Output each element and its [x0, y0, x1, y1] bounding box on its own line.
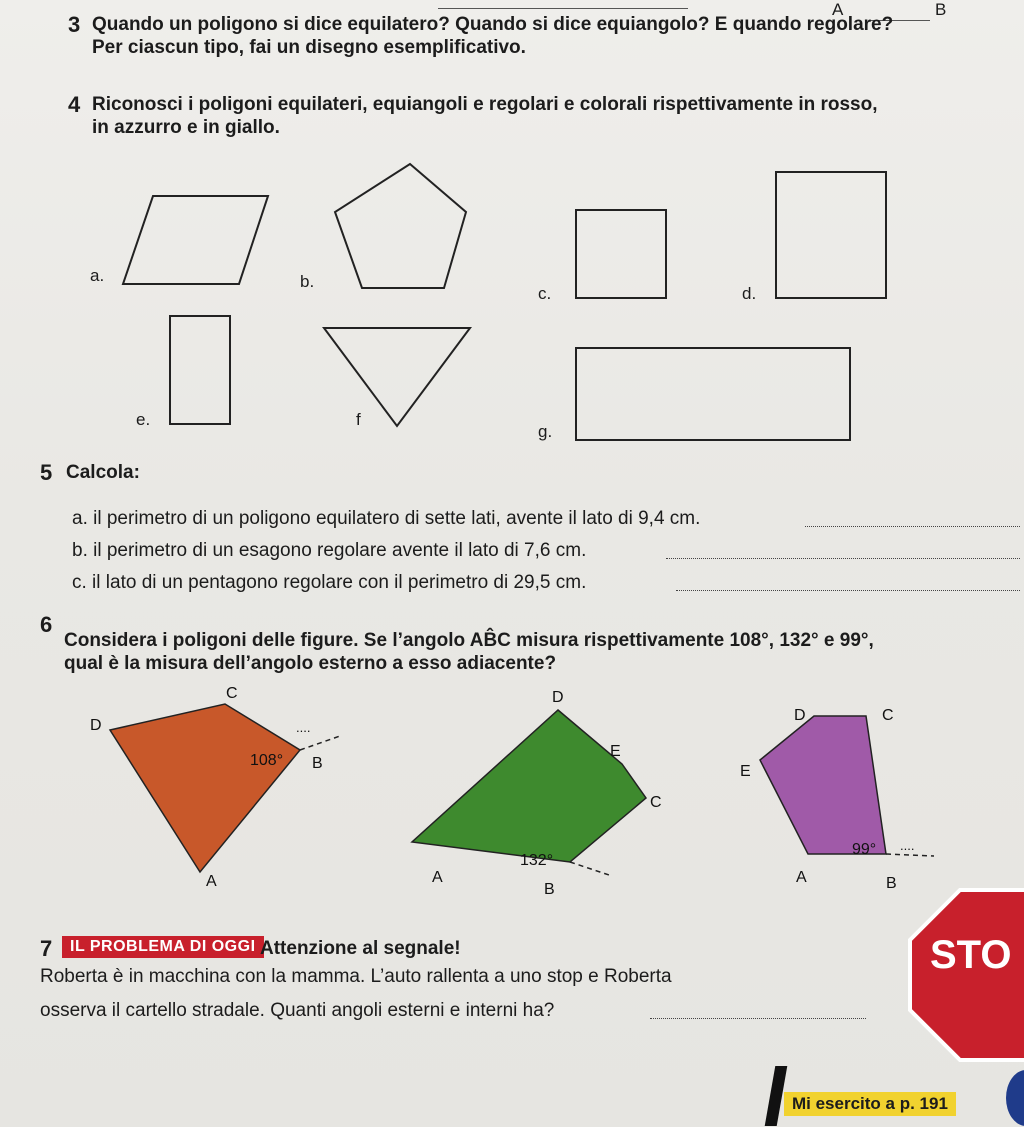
label-g: g. — [538, 422, 553, 441]
fig3-answer-blank[interactable]: .... — [900, 838, 915, 853]
label-a: a. — [90, 266, 105, 285]
fig1-quadrilateral — [110, 704, 300, 872]
fig1-vertex-d: D — [90, 717, 102, 734]
ex7-title: Attenzione al segnale! — [260, 938, 461, 959]
fig3-vertex-b: B — [886, 875, 897, 892]
polygon-b-pentagon — [335, 164, 466, 288]
stop-sign-icon — [910, 890, 1024, 1060]
fig3-pentagon — [760, 716, 886, 854]
fig2-vertex-d: D — [552, 689, 564, 706]
ex5-item-c: c. il lato di un pentagono regolare con il perimetro di 29,5 cm. — [72, 572, 587, 593]
fig2-extension-line — [570, 862, 612, 876]
fig3-vertex-d: D — [794, 707, 806, 724]
fig2-vertex-e: E — [610, 743, 621, 760]
ex7-answer[interactable] — [650, 1018, 866, 1019]
ex7-text-2: osserva il cartello stradale. Quanti angoli esterni e interni ha? — [40, 1000, 555, 1021]
ex3-number: 3 — [68, 12, 81, 37]
exercise-reference: Mi esercito a p. 191 — [784, 1092, 956, 1116]
ex5-answer-a[interactable] — [805, 526, 1020, 527]
ex4-question: Riconosci i poligoni equilateri, equiangoli e regolari e colorali rispettivamente in rosso, — [92, 94, 878, 115]
ex6-question: Considera i poligoni delle figure. Se l’angolo AB̂C misura rispettivamente 108°, 132° e 99°, — [64, 630, 874, 651]
fig3-vertex-e: E — [740, 763, 751, 780]
ex4-number: 4 — [68, 92, 81, 117]
ex6-number: 6 — [40, 612, 53, 637]
polygon-d-rectangle — [776, 172, 886, 298]
fig1-angle-label: 108° — [250, 752, 284, 769]
ex5-item-a: a. il perimetro di un poligono equilatero di sette lati, avente il lato di 9,4 cm. — [72, 508, 701, 529]
header-rule — [438, 8, 688, 9]
polygon-g-rectangle — [576, 348, 850, 440]
polygon-f-triangle — [324, 328, 470, 426]
label-d: d. — [742, 284, 757, 303]
footer-tab — [1006, 1070, 1024, 1126]
fig3-angle-label: 99° — [852, 841, 877, 858]
fig1-answer-blank[interactable]: .... — [296, 720, 311, 735]
polygon-e-rectangle — [170, 316, 230, 424]
label-c: c. — [538, 284, 552, 303]
fig1-vertex-c: C — [226, 685, 238, 702]
ex4-polygons — [0, 150, 1024, 450]
fig1-vertex-b: B — [312, 755, 323, 772]
label-e: e. — [136, 410, 151, 429]
fig3-vertex-c: C — [882, 707, 894, 724]
ex5-answer-c[interactable] — [676, 590, 1020, 591]
ex3-question: Quando un poligono si dice equilatero? Quando si dice equiangolo? E quando regolare? — [92, 14, 894, 35]
ex5-answer-b[interactable] — [666, 558, 1020, 559]
ex5-item-b: b. il perimetro di un esagono regolare avente il lato di 7,6 cm. — [72, 540, 587, 561]
ex5-number: 5 — [40, 460, 53, 485]
polygon-a-rhombus — [123, 196, 268, 284]
ex4-question-2: in azzurro e in giallo. — [92, 117, 280, 138]
fig3-vertex-a: A — [796, 869, 807, 886]
ex6-question-2: qual è la misura dell’angolo esterno a esso adiacente? — [64, 653, 557, 674]
label-f: f — [356, 410, 361, 429]
ex7-number: 7 — [40, 936, 53, 961]
fig2-vertex-c: C — [650, 794, 662, 811]
ex7-text: Roberta è in macchina con la mamma. L’auto rallenta a uno stop e Roberta — [40, 966, 672, 987]
fig1-vertex-a: A — [206, 873, 217, 890]
fig2-pentagon — [412, 710, 646, 862]
label-b: b. — [300, 272, 315, 291]
fig2-vertex-a: A — [432, 869, 443, 886]
ex3-question-2: Per ciascun tipo, fai un disegno esemplificativo. — [92, 37, 526, 58]
header-letter-a: A — [832, 0, 844, 19]
problem-of-the-day-badge: IL PROBLEMA DI OGGI — [62, 936, 264, 958]
fig2-vertex-b: B — [544, 881, 555, 898]
stop-sign-text: STO — [930, 933, 1012, 977]
fig1-extension-line — [300, 736, 340, 750]
polygon-c-square — [576, 210, 666, 298]
ex5-title: Calcola: — [66, 462, 140, 483]
header-letter-b: B — [935, 0, 947, 19]
fig3-extension-line — [886, 854, 934, 856]
ex6-figures — [0, 680, 1024, 900]
fig2-angle-label: 132° — [520, 852, 554, 869]
